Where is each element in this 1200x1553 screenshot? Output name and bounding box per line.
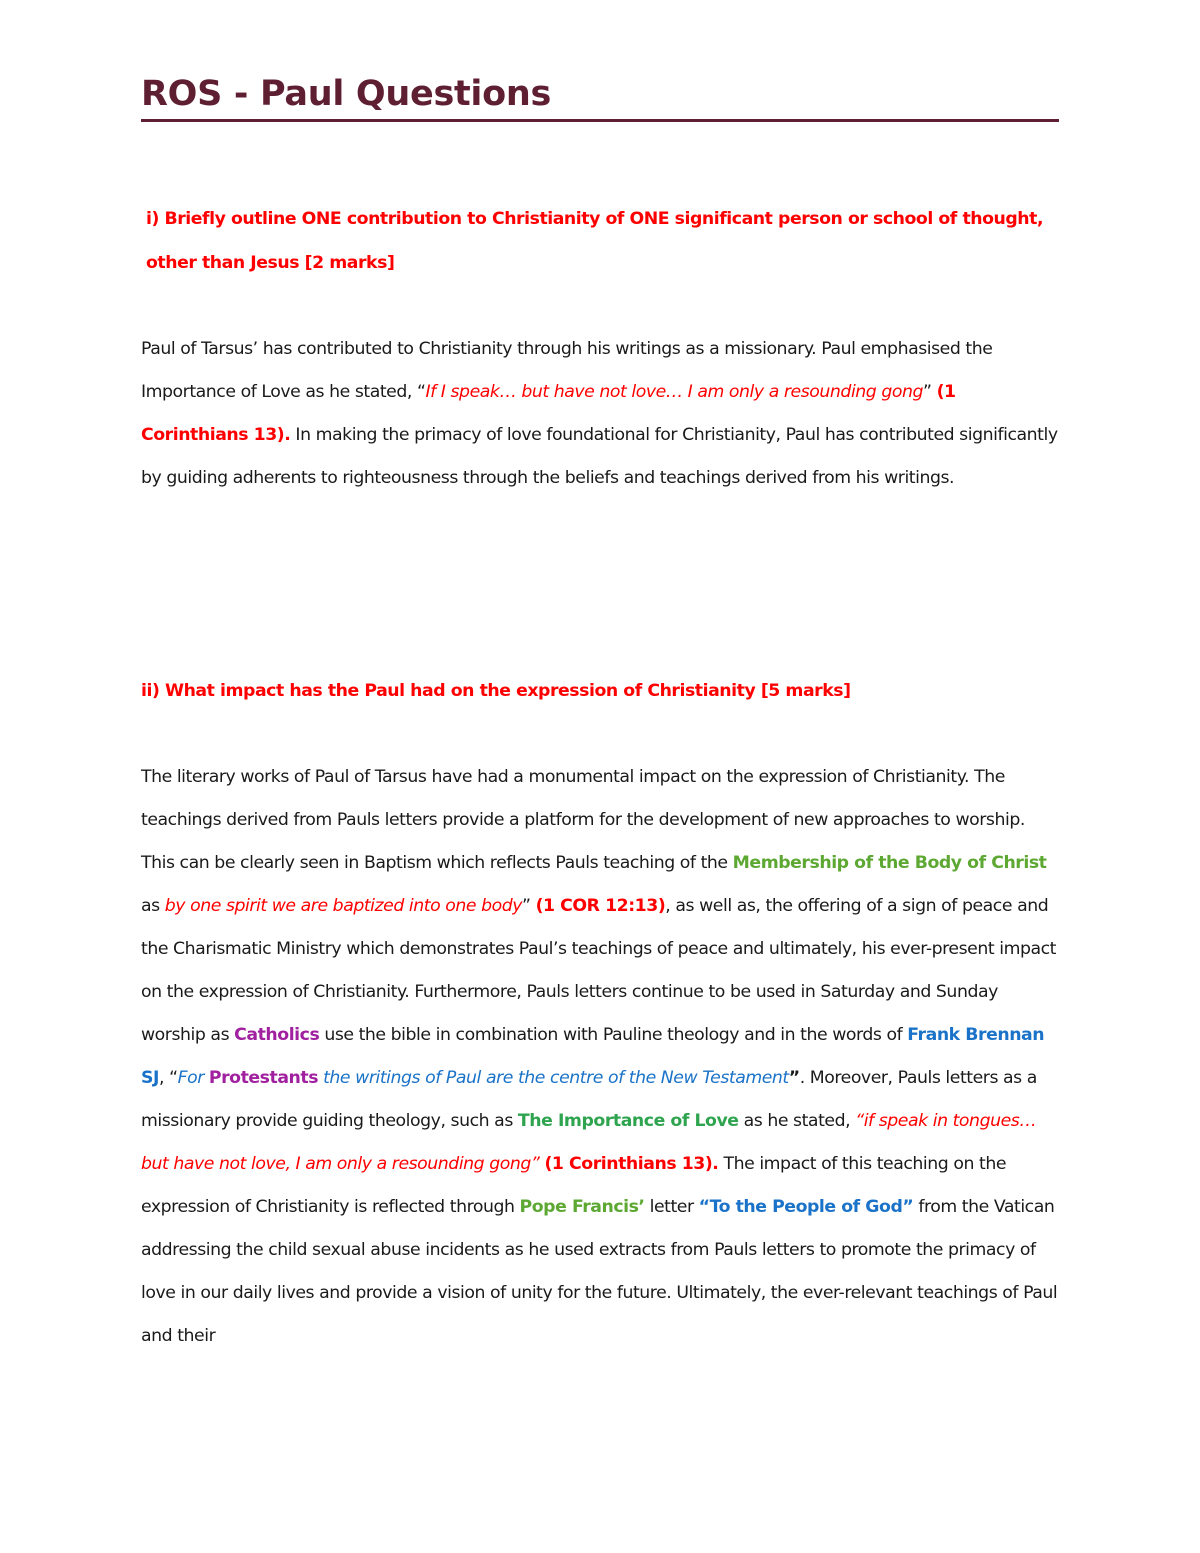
- answer-1-text-3: In making the primacy of love foundational for Christianity, Paul has contributed significantly by guiding adherents to righteousness through the beliefs and teachings derived from his writings.: [141, 425, 1058, 488]
- answer-2-text-1: The literary works of Paul of Tarsus have had a monumental impact on the expression of Christianity. The teachings derived from Pauls letters provide a platform for the development of new approaches to worship. This can be clearly seen in Baptism which reflects Pauls teaching of the: [141, 766, 1025, 873]
- pope-francis-name: Pope Francis’: [519, 1196, 645, 1217]
- document-page: [141, 72, 1059, 1358]
- answer-2-text-11: The impact of this teaching on the expression of Christianity is reflected through: [141, 1153, 1007, 1217]
- answer-1-text-1: Paul of Tarsus’ has contributed to Christianity through his writings as a missionary. Paul emphasised the Importance of Love as he stated, “: [141, 339, 993, 402]
- catholics-term: Catholics: [234, 1024, 320, 1045]
- importance-of-love-term: The Importance of Love: [517, 1110, 739, 1131]
- question-1: i) Briefly outline ONE contribution to Christianity of ONE significant person or school of thought, other than Jesus [2 marks]: [146, 209, 1044, 273]
- letter-to-people-of-god: “To the People of God”: [698, 1196, 914, 1217]
- answer-1-text-2: ”: [923, 382, 937, 402]
- protestants-term: Protestants: [208, 1067, 319, 1088]
- answer-2-text-2: as: [141, 895, 165, 916]
- answer-1-reference: (1 Corinthians 13).: [141, 382, 956, 445]
- answer-1-quote: If I speak… but have not love… I am only a resounding gong: [425, 382, 924, 402]
- answer-2-text-5: use the bible in combination with Pauline theology and in the words of: [319, 1024, 908, 1045]
- answer-2: [141, 756, 1059, 1358]
- reference-1-cor-12-13: (1 COR 12:13): [535, 895, 666, 916]
- membership-body-of-christ: Membership of the Body of Christ: [732, 852, 1047, 873]
- brennan-quote-for: For: [177, 1067, 209, 1088]
- page-title: ROS - Paul Questions: [141, 74, 552, 114]
- answer-2-text-13: from the Vatican addressing the child sexual abuse incidents as he used extracts from Pauls letters to promote the primacy of love in our daily lives and provide a vision of unity for the future. Ultimately, the ever-relevant teachings of Paul and their: [141, 1196, 1058, 1346]
- brennan-quote-close: ”: [788, 1067, 800, 1088]
- answer-1: [141, 328, 1059, 500]
- answer-2-text-9: as he stated,: [738, 1110, 856, 1131]
- tongues-quote: “if speak in tongues… but have not love, I am only a resounding gong”: [141, 1110, 1037, 1174]
- answer-2-text-4: , as well as, the offering of a sign of peace and the Charismatic Ministry which demonstrates Paul’s teachings of peace and ultimately, his ever-present impact on the expression of Christianity. Furthermore, Pauls letters continue to be used in Saturday and Sunday worship as: [141, 895, 1056, 1045]
- baptism-quote: by one spirit we are baptized into one body: [164, 895, 523, 916]
- frank-brennan-name: Frank Brennan SJ: [141, 1024, 1045, 1088]
- question-2: ii) What impact has the Paul had on the expression of Christianity [5 marks]: [141, 681, 851, 701]
- answer-2-text-8: . Moreover, Pauls letters as a missionary provide guiding theology, such as: [141, 1067, 1037, 1131]
- brennan-quote: the writings of Paul are the centre of the New Testament: [318, 1067, 789, 1088]
- title-underline: [141, 119, 1059, 122]
- answer-2-text-6: , “: [158, 1067, 178, 1088]
- answer-2-text-3: ”: [522, 895, 536, 916]
- answer-2-text-12: letter: [644, 1196, 699, 1217]
- reference-1-corinthians-13: (1 Corinthians 13).: [544, 1153, 719, 1174]
